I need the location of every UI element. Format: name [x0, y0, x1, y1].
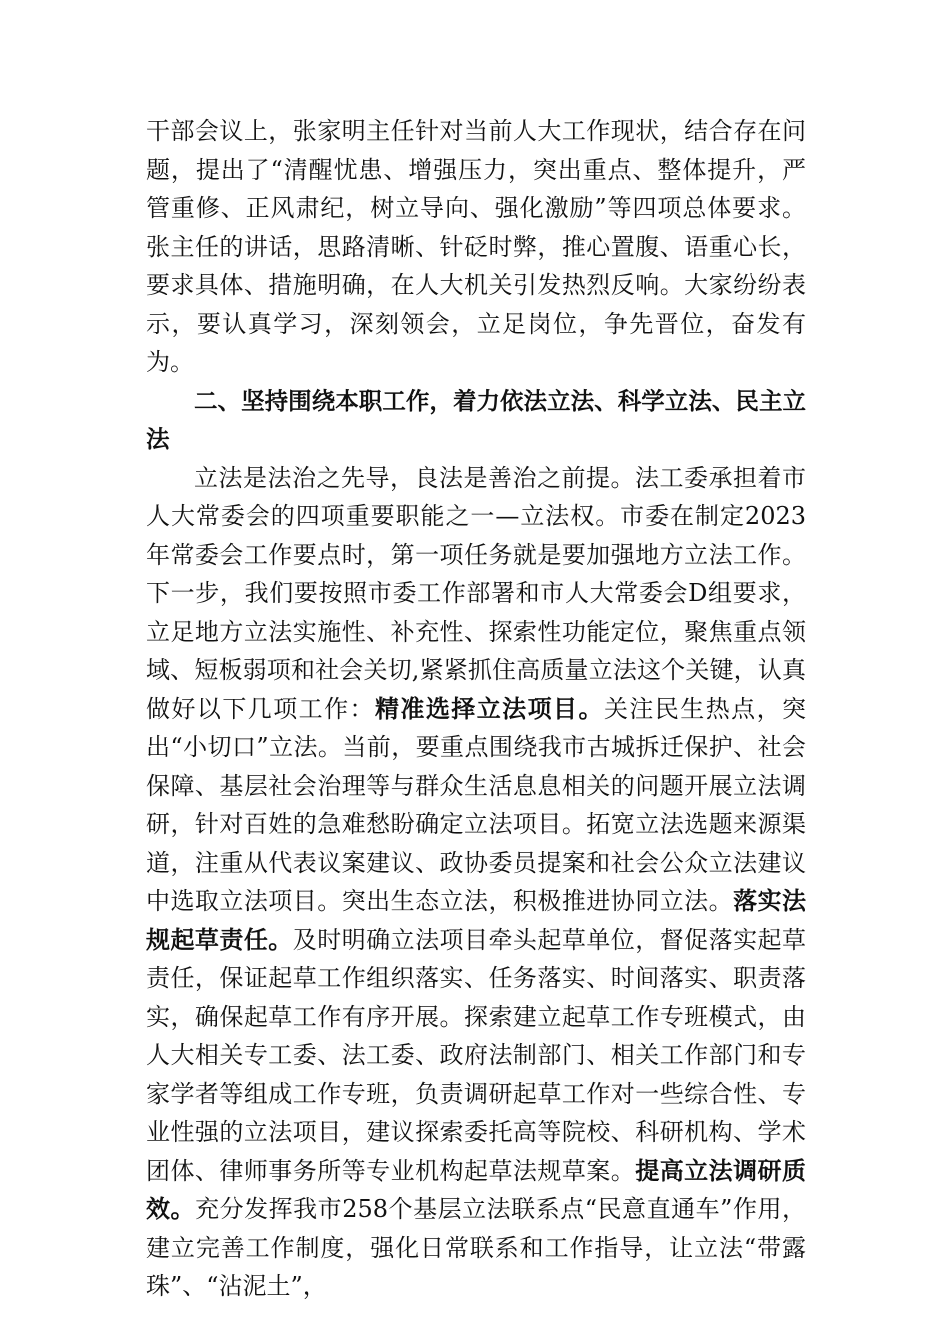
paragraph-meeting-summary: 干部会议上，张家明主任针对当前人大工作现状，结合存在问题，提出了“清醒忧患、增强压力，突出重点、整体提升，严管重修、正风肃纪，树立导向、强化激励”等四项总体要求。张主任的讲话，思路清晰、针砭时弊，推心置腹、语重心长，要求具体、措施明确，在人大机关引发热烈反响。大家纷纷表示，要认真学习，深刻领会，立足岗位，争先晋位，奋发有为。 — [146, 117, 806, 376]
body-text-drafting-responsibility: 及时明确立法项目牵头起草单位，督促落实起草责任，保证起草工作组织落实、任务落实、时间落实、职责落实，确保起草工作有序开展。探索建立起草工作专班模式，由人大相关专工委、法工委、政府法制部门、相关工作部门和专家学者等组成工作专班，负责调研起草工作对一些综合性、专业性强的立法项目，建议探索委托高等院校、科研机构、学术团体、律师事务所等专业机构起草法规草案。 — [146, 925, 807, 1185]
body-text-research-quality: 充分发挥我市258个基层立法联系点“民意直通车”作用，建立完善工作制度，强化日常联系和工作指导，让立法“带露珠”、“沾泥土”， — [146, 1195, 806, 1300]
document-page — [146, 112, 806, 1306]
paragraph-legislation — [146, 459, 806, 1306]
bold-lead-select-projects: 精准选择立法项目。 — [374, 694, 604, 723]
section-heading-2: 二、坚持围绕本职工作，着力依法立法、科学立法、民主立法 — [146, 386, 806, 453]
bold-lead-drafting-responsibility: 落实法规起草责任。 — [146, 887, 807, 954]
bold-lead-research-quality: 提高立法调研质效。 — [146, 1156, 807, 1223]
body-text-select-projects: 关注民生热点，突出“小切口”立法。当前，要重点围绕我市古城拆迁保护、社会保障、基层社会治理等与群众生活息息相关的问题开展立法调研，针对百姓的急难愁盼确定立法项目。拓宽立法选题来源渠道，注重从代表议案建议、政协委员提案和社会公众立法建议中选取立法项目。突出生态立法，积极推进协同立法。 — [146, 694, 807, 915]
paragraph-intro-text: 立法是法治之先导，良法是善治之前提。法工委承担着市人大常委会的四项重要职能之一—立法权。市委在制定2023年常委会工作要点时，第一项任务就是要加强地方立法工作。下一步，我们要按照市委工作部署和市人大常委会D组要求，立足地方立法实施性、补充性、探索性功能定位，聚焦重点领域、短板弱项和社会关切,紧紧抓住高质量立法这个关键，认真做好以下几项工作： — [146, 463, 806, 723]
